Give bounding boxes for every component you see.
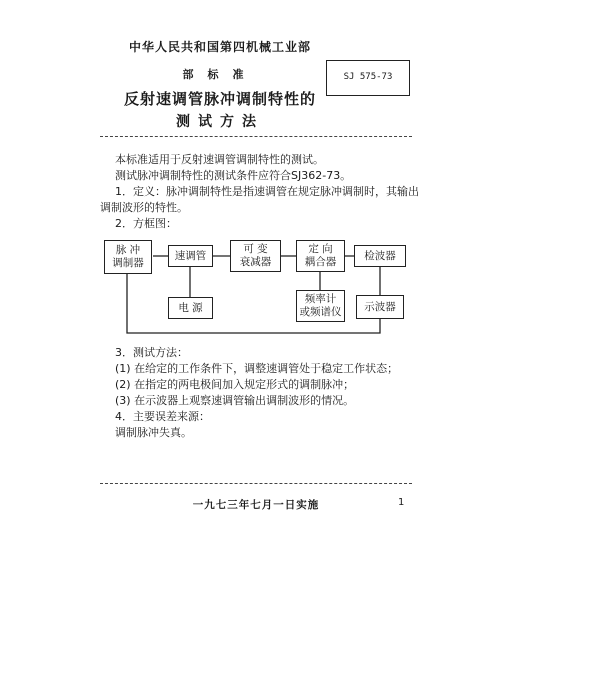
section-2-heading: 2．方框图：: [115, 217, 177, 230]
attenuator-label-1: 可 变: [243, 243, 268, 255]
section-1-definition: 1．定义：脉冲调制特性是指速调管在规定脉冲调制时，其输出: [115, 185, 419, 198]
document-title-line2: 测试方法: [176, 114, 264, 130]
klystron-label: 速调管: [174, 249, 207, 262]
pulse-modulator-label-1: 脉 冲: [115, 244, 141, 256]
standard-code: SJ 575-73: [343, 72, 393, 82]
pulse-modulator-label-2: 调制器: [112, 257, 144, 269]
paragraph-conditions: 测试脉冲调制特性的测试条件应符合SJ362-73。: [115, 169, 352, 182]
oscilloscope-label: 示波器: [364, 300, 396, 313]
standard-code-box: [326, 60, 410, 96]
header-divider: [100, 136, 412, 137]
frequency-meter-block: [296, 290, 345, 322]
oscilloscope-block: [356, 295, 404, 319]
detector-block: [354, 245, 406, 267]
coupler-label-2: 耦合器: [304, 256, 337, 268]
section-3-heading: 3．测试方法：: [115, 346, 188, 359]
pulse-modulator-block: [104, 240, 152, 274]
freqmeter-label-1: 频率计: [304, 293, 337, 305]
ministry-name: 中华人民共和国第四机械工业部: [128, 40, 311, 54]
standard-type: 部标准: [182, 68, 258, 81]
method-step-3: (3) 在示波器上观察速调管输出调制波形的情况。: [115, 394, 355, 407]
klystron-block: [168, 245, 213, 267]
document-title-line1: 反射速调管脉冲调制特性的: [123, 90, 316, 108]
power-supply-block: [168, 297, 213, 319]
detector-label: 检波器: [364, 249, 396, 262]
paragraph-scope: 本标准适用于反射速调管调制特性的测试。: [115, 153, 324, 166]
coupler-label-1: 定 向: [308, 243, 333, 255]
variable-attenuator-block: [230, 240, 281, 272]
section-4-heading: 4．主要误差来源：: [115, 410, 210, 423]
directional-coupler-block: [296, 240, 345, 272]
section-4-text: 调制脉冲失真。: [115, 426, 192, 439]
attenuator-label-2: 衰减器: [239, 256, 272, 268]
page-number: 1: [398, 497, 405, 508]
section-1-definition-cont: 调制波形的特性。: [100, 201, 188, 214]
power-supply-label: 电 源: [178, 301, 203, 314]
footer-divider: [100, 483, 412, 484]
effective-date: 一九七三年七月一日实施: [192, 499, 320, 511]
freqmeter-label-2: 或频谱仪: [299, 306, 342, 318]
method-step-2: (2) 在指定的两电极间加入规定形式的调制脉冲；: [115, 378, 355, 391]
method-step-1: (1) 在给定的工作条件下，调整速调管处于稳定工作状态；: [115, 362, 399, 375]
